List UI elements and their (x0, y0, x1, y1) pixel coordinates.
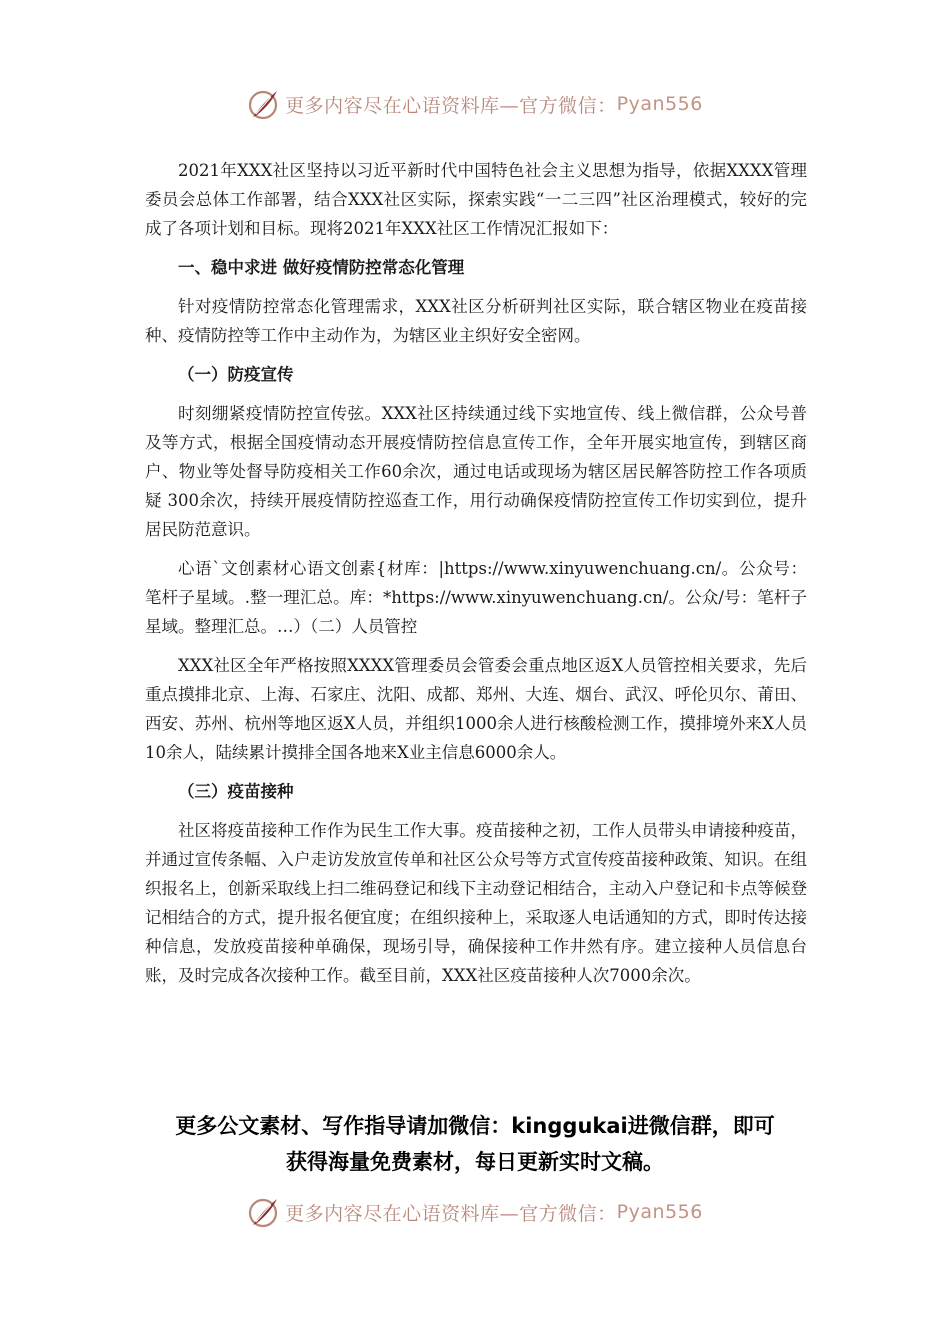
personnel-control-paragraph: XXX社区全年严格按照XXXX管理委员会管委会重点地区返X人员管控相关要求，先后重点摸排北京、上海、石家庄、沈阳、成都、郑州、大连、烟台、武汉、呼伦贝尔、莆田、西安、苏州、杭州等地区返X人员，并组织1000余人进行核酸检测工作，摸排境外来X人员10余人，陆续累计摸排全国各地来X业主信息6000余人。 (145, 656, 807, 762)
promo-line-1: 更多公文素材、写作指导请加微信：kinggukai进微信群，即可 (175, 1114, 775, 1138)
intro-paragraph: 2021年XXX社区坚持以习近平新时代中国特色社会主义思想为指导，依据XXXX管理委员会总体工作部署，结合XXX社区实际，探索实践“一二三四”社区治理模式，较好的完成了各项计划和目标。现将2021年XXX社区工作情况汇报如下： (145, 161, 807, 238)
banner-text: 更多内容尽在心语资料库—官方微信： (285, 1202, 617, 1225)
banner-wechat-id: Pyan556 (616, 1201, 703, 1223)
watermark-paragraph: 心语`文创素材心语文创素{材库：|https://www.xinyuwenchuang.cn/。公众号：笔杆子星域。.整一理汇总。库：*https://www.xinyuwenchuang.cn/。公众/号：笔杆子星域。整理汇总。…）（二）人员管控 (145, 559, 807, 636)
header-banner (0, 84, 950, 124)
vaccination-paragraph: 社区将疫苗接种工作作为民生工作大事。疫苗接种之初，工作人员带头申请接种疫苗，并通过宣传条幅、入户走访发放宣传单和社区公众号等方式宣传疫苗接种政策、知识。在组织报名上，创新采取线上扫二维码登记和线下主动登记相结合，主动入户登记和卡点等候登记相结合的方式，提升报名便宜度；在组织接种上，采取逐人电话通知的方式，即时传达接种信息，发放疫苗接种单确保，现场引导，确保接种工作井然有序。建立接种人员信息台账，及时完成各次接种工作。截至目前，XXX社区疫苗接种人次7000余次。 (145, 821, 807, 985)
banner-text: 更多内容尽在心语资料库—官方微信： (285, 94, 617, 117)
promo-block (140, 1108, 810, 1180)
document-body (145, 156, 807, 1000)
quill-logo-icon (247, 87, 281, 121)
promo-line-2: 获得海量免费素材，每日更新实时文稿。 (286, 1150, 664, 1174)
section-heading: 一、稳中求进 做好疫情防控常态化管理 (178, 258, 465, 277)
subsection-heading-vaccination: （三）疫苗接种 (178, 782, 294, 801)
subsection-heading-publicity: （一）防疫宣传 (178, 365, 294, 384)
quill-logo-icon (247, 1195, 281, 1229)
publicity-paragraph: 时刻绷紧疫情防控宣传弦。XXX社区持续通过线下实地宣传、线上微信群，公众号普及等方式，根据全国疫情动态开展疫情防控信息宣传工作，全年开展实地宣传，到辖区商户、物业等处督导防疫相关工作60余次，通过电话或现场为辖区居民解答防控工作各项质疑 300余次，持续开展疫情防控巡查工作，用行动确保疫情防控宣传工作切实到位，提升居民防范意识。 (145, 404, 807, 539)
section-intro-paragraph: 针对疫情防控常态化管理需求，XXX社区分析研判社区实际，联合辖区物业在疫苗接种、疫情防控等工作中主动作为，为辖区业主织好安全密网。 (145, 297, 807, 345)
banner-wechat-id: Pyan556 (616, 93, 703, 115)
footer-banner (0, 1192, 950, 1232)
